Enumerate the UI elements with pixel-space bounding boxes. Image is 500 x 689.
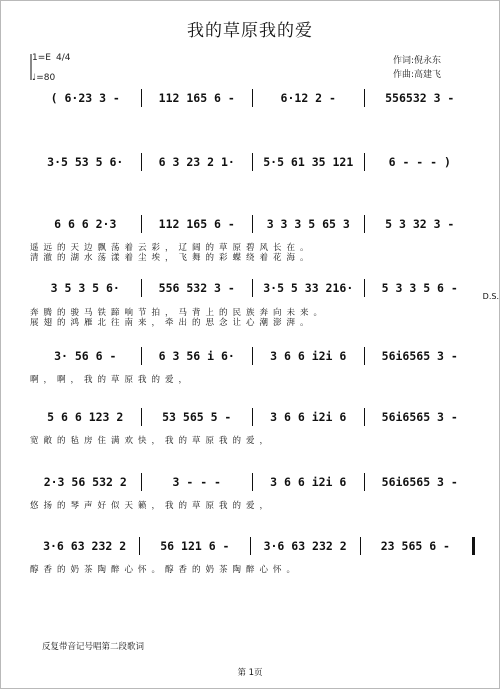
measure: 6·12 2 - — [280, 91, 336, 105]
measure: 3 6 6 i2i 6 — [270, 475, 347, 489]
measure: 56i6565 3 - — [381, 475, 458, 489]
measure: 3· 56 6 - — [54, 349, 117, 363]
measure: 2·3 56 532 2 — [43, 475, 127, 489]
measure: 3 5 3 5 6· — [50, 281, 120, 295]
key-signature: 1=E — [32, 53, 51, 63]
page-number: 第 1页 — [237, 668, 263, 678]
lyric-line: 宽敞的毡房住满欢快，我的草原我的爱， — [30, 436, 274, 446]
time-signature: 4/4 — [56, 53, 71, 63]
measure: 6 3 23 2 1· — [158, 155, 235, 169]
lyric-line: 悠扬的琴声好似天籁，我的草原我的爱， — [30, 501, 274, 511]
measure: 3 6 6 i2i 6 — [270, 410, 347, 424]
measure: 23 565 6 - — [380, 539, 450, 553]
measure: 112 165 6 - — [158, 91, 235, 105]
measure: 556532 3 - — [385, 91, 455, 105]
measure: 6 6 6 2·3 — [54, 217, 117, 231]
measure: 5·5 61 35 121 — [263, 155, 354, 169]
lyric-line: 醇香的奶茶陶醉心怀。醇香的奶茶陶醉心怀。 — [30, 565, 301, 575]
measure: 5 3 32 3 - — [385, 217, 455, 231]
lyric-line: 遥远的天边飘荡着云彩，辽阔的草原碧风长在。 — [30, 243, 314, 253]
measure: 5 3 3 5 6 - — [381, 281, 458, 295]
lyric-line: 奔腾的骏马铁蹄响节拍，马背上的民族奔向未来。 — [30, 308, 328, 318]
measure: 56i6565 3 - — [381, 349, 458, 363]
repeat-instruction: 反复带音记号唱第二段歌词 — [42, 642, 145, 652]
measure: 53 565 5 - — [162, 410, 232, 424]
measure: 5 6 6 123 2 — [47, 410, 124, 424]
measure: 3 - - - — [172, 475, 221, 489]
measure: 3·6 63 232 2 — [263, 539, 347, 553]
composer-credit: 作曲:高建飞 — [393, 70, 442, 80]
measure: 6 3 56 i 6· — [158, 349, 235, 363]
measure: 3·6 63 232 2 — [43, 539, 127, 553]
lyric-line: 啊，啊，我的草原我的爱， — [30, 375, 193, 385]
measure: 3 3 3 5 65 3 — [266, 217, 350, 231]
measure: ( 6·23 3 - — [50, 91, 120, 105]
lyric-line: 展翅的鸿雁北往南来，牵出的思念让心潮澎湃。 — [30, 318, 314, 328]
measure: 3·5 53 5 6· — [47, 155, 124, 169]
measure: 56 121 6 - — [160, 539, 230, 553]
lyricist-credit: 作词:倪永东 — [393, 56, 442, 66]
measure: 6 - - - ) — [388, 155, 451, 169]
measure: 3·5 5 33 216· — [263, 281, 354, 295]
song-title: 我的草原我的爱 — [187, 21, 313, 41]
measure: 56i6565 3 - — [381, 410, 458, 424]
dal-segno-mark: D.S. — [482, 292, 499, 301]
tempo-marking: ♩=80 — [32, 73, 56, 83]
measure: 556 532 3 - — [158, 281, 235, 295]
measure: 3 6 6 i2i 6 — [270, 349, 347, 363]
lyric-line: 清澈的湖水荡漾着尘埃，飞舞的彩蝶绕着花海。 — [30, 253, 314, 263]
measure: 112 165 6 - — [158, 217, 235, 231]
